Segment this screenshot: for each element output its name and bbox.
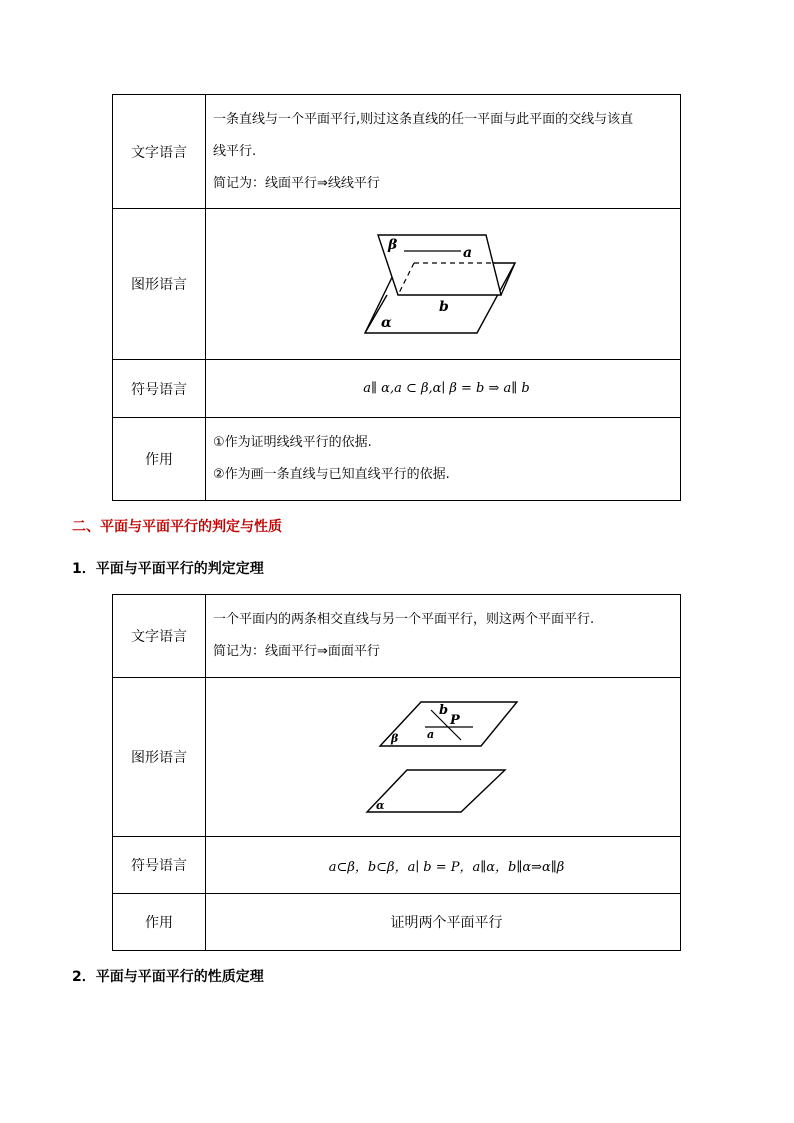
- two-planes-intersection-figure: [213, 209, 673, 355]
- text-line: 线平行.: [213, 143, 257, 159]
- row-label: 图形语言: [113, 209, 206, 360]
- table-row: [113, 678, 681, 837]
- table-row: [113, 360, 681, 418]
- text-line: 一个平面内的两条相交直线与另一个平面平行，则这两个平面平行.: [213, 612, 595, 627]
- alpha-label: α: [381, 315, 392, 331]
- symbol-language-cell: [206, 360, 681, 418]
- usage-cell: 证明两个平面平行: [206, 894, 681, 951]
- row-label: 图形语言: [113, 678, 206, 837]
- text-line: ②作为画一条直线与已知直线平行的依据.: [213, 467, 450, 482]
- text-line: 一条直线与一个平面平行,则过这条直线的任一平面与此平面的交线与该直: [213, 111, 634, 127]
- text-language-cell: [206, 95, 681, 209]
- parallel-planes-figure: [213, 678, 673, 832]
- row-label: 作用: [113, 894, 206, 951]
- text-line: ①作为证明线线平行的依据.: [213, 435, 372, 450]
- row-label: 文字语言: [113, 595, 206, 678]
- subsection-heading: 2．平面与平面平行的性质定理: [72, 969, 264, 985]
- line-plane-parallel-property-table: [112, 94, 681, 501]
- alpha-label: α: [376, 799, 385, 812]
- beta-label: β: [391, 732, 399, 745]
- table-row: [113, 837, 681, 894]
- table-row: [113, 95, 681, 209]
- table-row: [113, 418, 681, 501]
- beta-label: β: [388, 237, 398, 253]
- b-label: b: [439, 703, 449, 718]
- plane-plane-parallel-criterion-table: [112, 594, 681, 951]
- usage-cell: [206, 418, 681, 501]
- a-label: a: [463, 245, 473, 261]
- table-row: [113, 595, 681, 678]
- subsection-heading: 1．平面与平面平行的判定定理: [72, 561, 264, 577]
- section-heading: 二、平面与平面平行的判定与性质: [72, 519, 282, 535]
- table-row: [113, 894, 681, 951]
- figure-cell: [206, 678, 681, 837]
- row-label: 文字语言: [113, 95, 206, 209]
- P-label: P: [450, 713, 460, 728]
- b-label: b: [439, 299, 449, 315]
- symbol-language-cell: [206, 837, 681, 894]
- formula: a⊂β，b⊂β，a∣ b = P，a∥α，b∥α⇒α∥β: [328, 859, 565, 875]
- formula: a∥ α,a ⊂ β,α∣ β = b ⇒ a∥ b: [363, 381, 530, 396]
- row-label: 符号语言: [113, 360, 206, 418]
- a-label: a: [427, 728, 435, 741]
- text-line: 简记为：线面平行⇒面面平行: [213, 644, 380, 659]
- table-row: [113, 209, 681, 360]
- alpha-plane: [367, 770, 505, 812]
- figure-cell: [206, 209, 681, 360]
- text-line: 简记为：线面平行⇒线线平行: [213, 175, 380, 191]
- text-language-cell: [206, 595, 681, 678]
- beta-plane: [380, 702, 517, 746]
- row-label: 作用: [113, 418, 206, 501]
- row-label: 符号语言: [113, 837, 206, 894]
